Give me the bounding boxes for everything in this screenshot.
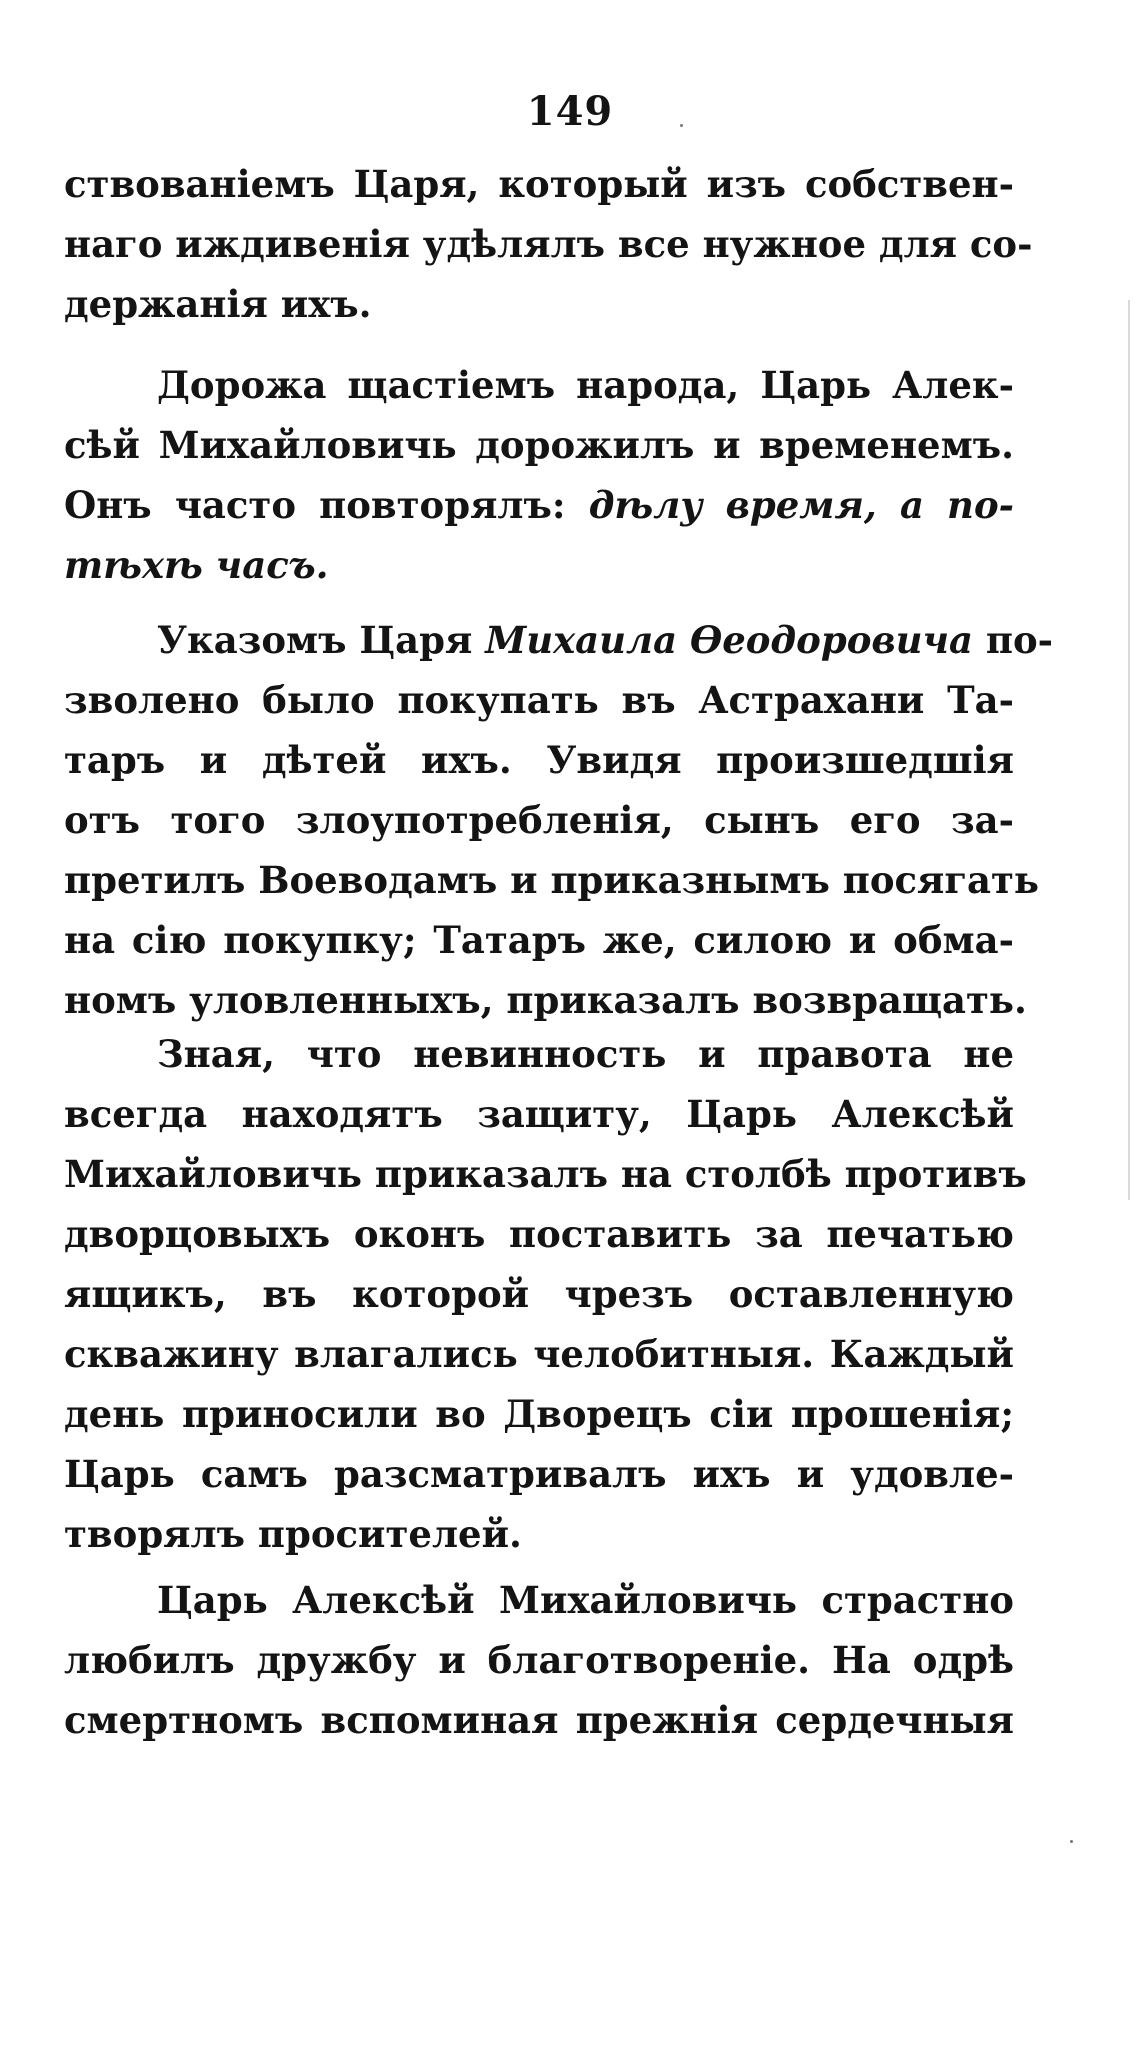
text-line: таръ и дѣтей ихъ. Увидя произшедшія [64,738,1014,782]
paragraph-5 [64,1570,1014,1750]
paragraph-4 [64,1024,1027,1564]
text-line: сѣй Михайловичь дорожилъ и временемъ. [64,423,1014,467]
text-line: Царь самъ разсматривалъ ихъ и удовле- [64,1452,1014,1496]
text-line: наго иждивенія удѣлялъ все нужное для со- [64,222,1033,266]
text-line: дворцовыхъ оконъ поставить за печатью [64,1212,1014,1256]
text-line: Зная, что невинность и правота не [157,1032,1014,1076]
speck [1070,1840,1073,1843]
text-line: скважину влагались челобитныя. Каждый [64,1332,1014,1376]
text-line: на сію покупку; Татаръ же, силою и обма- [64,918,1014,962]
text-line: держанія ихъ. [64,282,372,326]
italic-saying-end: тѣхѣ часъ. [64,543,329,587]
text-line: Михайловичь приказалъ на столбѣ противъ [64,1152,1027,1196]
text-line: смертномъ вспоминая прежнія сердечныя [64,1698,1014,1742]
paragraph-1 [64,154,1033,334]
text-line: творялъ просителей. [64,1512,522,1556]
text-line: любилъ дружбу и благотвореніе. На одрѣ [64,1638,1014,1682]
text-line: зволено было покупать въ Астрахани Та- [64,678,1014,722]
paragraph-3 [64,610,1053,1030]
text-line: претилъ Воеводамъ и приказнымъ посягать [64,858,1040,902]
text-line: Дорожа щастіемъ народа, Царь Алек- [157,363,1014,407]
text-line: отъ того злоупотребленія, сынъ его за- [64,798,1014,842]
page-edge-shadow [1128,300,1130,1200]
text-line: номъ уловленныхъ, приказалъ возвращать. [64,978,1027,1022]
text-line: Царь Алексѣй Михайловичь страстно [157,1578,1014,1622]
text-line: день приносили во Дворецъ сіи прошенія; [64,1392,1014,1436]
text-line-with-name: Указомъ Царя Михаила Ѳеодоровича по- [157,618,1053,662]
speck [680,124,683,127]
text-line: всегда находятъ защиту, Царь Алексѣй [64,1092,1014,1136]
italic-tsar-name: Михаила Ѳеодоровича [485,618,973,662]
text-line-with-saying: Онъ часто повторялъ: дѣлу время, а по- [64,483,1014,527]
paragraph-2 [64,355,1014,595]
page-number: 149 [526,88,614,135]
text-line: ствованіемъ Царя, который изъ собствен- [64,162,1014,206]
text-line: ящикъ, въ которой чрезъ оставленную [64,1272,1014,1316]
italic-saying: дѣлу время, а по- [588,483,1014,527]
